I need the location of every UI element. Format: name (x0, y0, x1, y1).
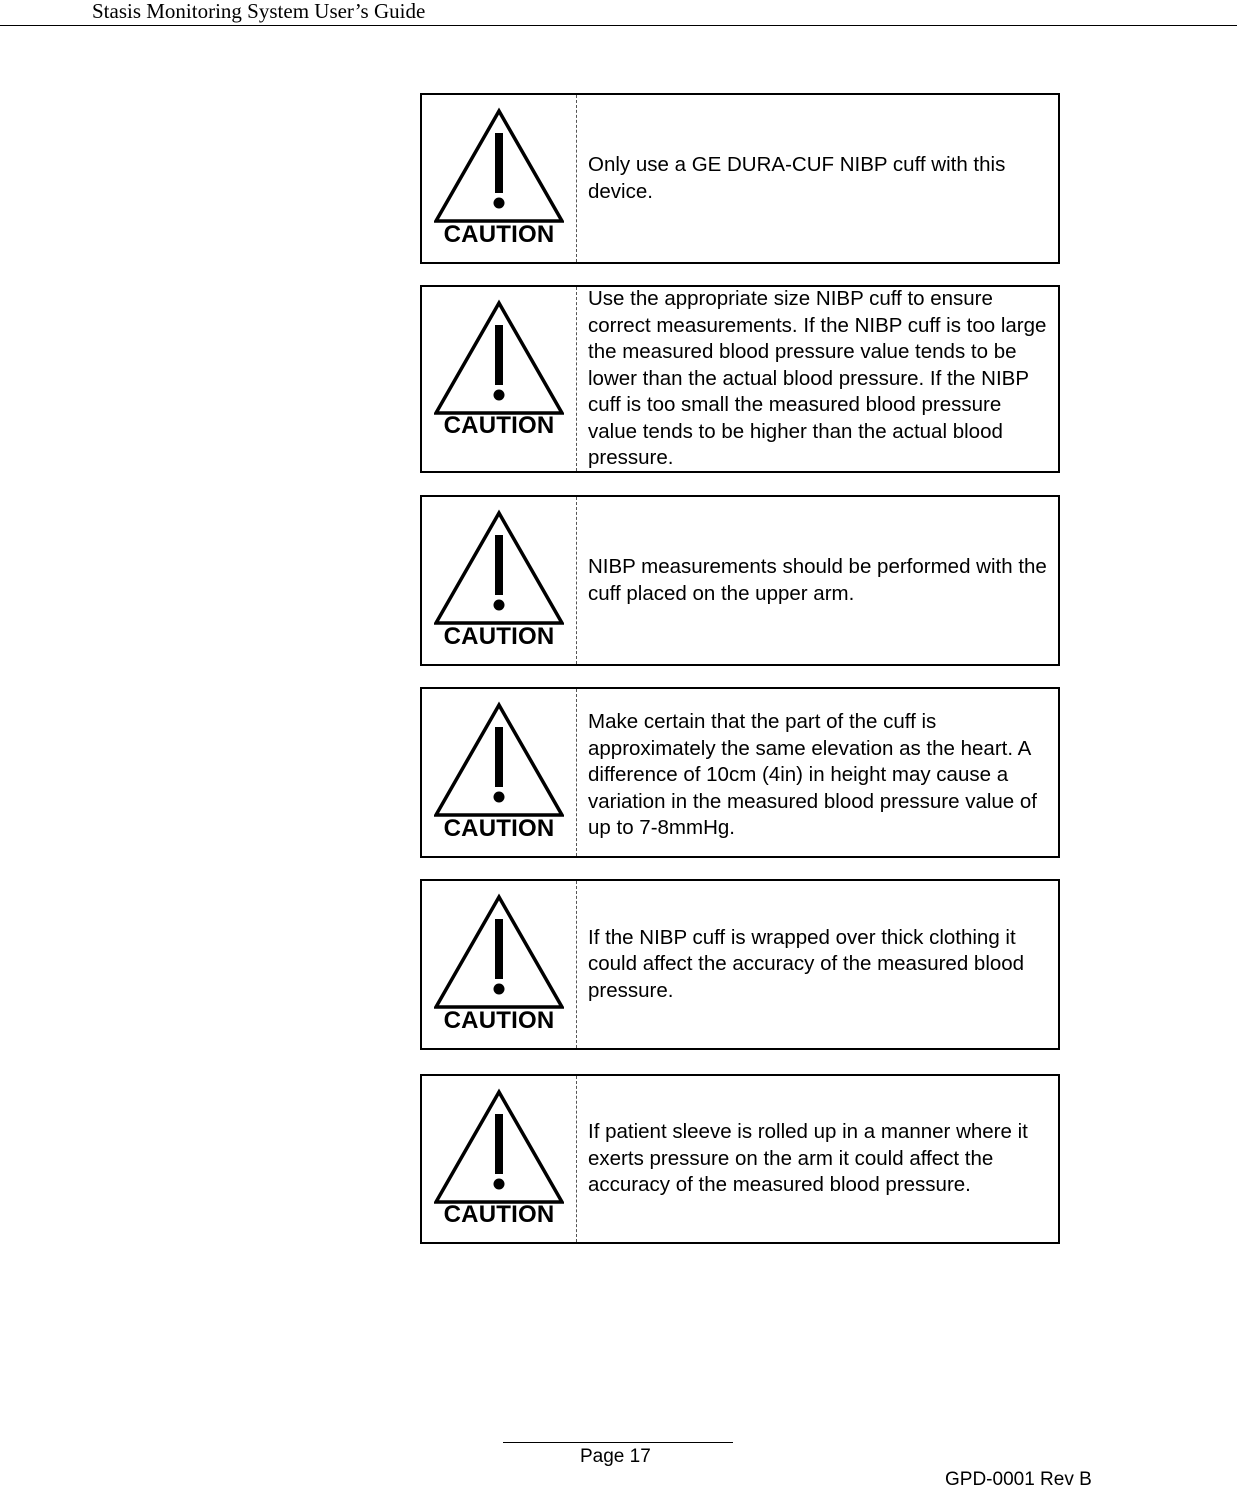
caution-label: CAUTION (443, 412, 555, 439)
warning-triangle-icon (434, 299, 564, 417)
caution-box (420, 687, 1060, 858)
caution-box (420, 93, 1060, 264)
caution-text: If the NIBP cuff is wrapped over thick clothing it could affect the accuracy of the measured blood pressure. (588, 925, 1025, 1002)
caution-text: Make certain that the part of the cuff is approximately the same elevation as the heart. A difference of 10cm (4in) in height may cause a variation in the measured blood pressure value of up to 7-8mmHg. (588, 710, 1037, 839)
page-header-title: Stasis Monitoring System User’s Guide (92, 0, 426, 23)
caution-icon-cell (422, 689, 577, 856)
caution-icon-cell (422, 497, 577, 664)
caution-box (420, 285, 1060, 473)
footer-divider (503, 1442, 733, 1443)
warning-triangle-icon (434, 107, 564, 225)
caution-icon-cell (422, 95, 577, 262)
caution-label: CAUTION (443, 1007, 555, 1034)
warning-triangle-icon (434, 701, 564, 819)
caution-label: CAUTION (443, 221, 555, 248)
caution-icon-cell (422, 881, 577, 1048)
caution-text: Only use a GE DURA-CUF NIBP cuff with this device. (588, 153, 1006, 203)
caution-box (420, 495, 1060, 666)
caution-label: CAUTION (443, 623, 555, 650)
caution-label: CAUTION (443, 815, 555, 842)
page-number: Page 17 (580, 1446, 651, 1467)
caution-text: Use the appropriate size NIBP cuff to ensure correct measurements. If the NIBP cuff is too large the measured blood pressure value tends to be lower than the actual blood pressure. If the NIBP cuff is too small the measured blood pressure value tends to be higher than the actual blood pressure. (588, 287, 1047, 470)
document-id: GPD-0001 Rev B (945, 1469, 1092, 1490)
warning-triangle-icon (434, 893, 564, 1011)
caution-icon-cell (422, 1076, 577, 1242)
caution-icon-cell (422, 287, 577, 471)
caution-box (420, 879, 1060, 1050)
caution-label: CAUTION (443, 1201, 555, 1228)
caution-text: If patient sleeve is rolled up in a manner where it exerts pressure on the arm it could affect the accuracy of the measured blood pressure. (588, 1120, 1028, 1197)
warning-triangle-icon (434, 509, 564, 627)
header-divider (0, 25, 1237, 26)
caution-box (420, 1074, 1060, 1244)
caution-text: NIBP measurements should be performed with the cuff placed on the upper arm. (588, 555, 1047, 605)
warning-triangle-icon (434, 1088, 564, 1206)
